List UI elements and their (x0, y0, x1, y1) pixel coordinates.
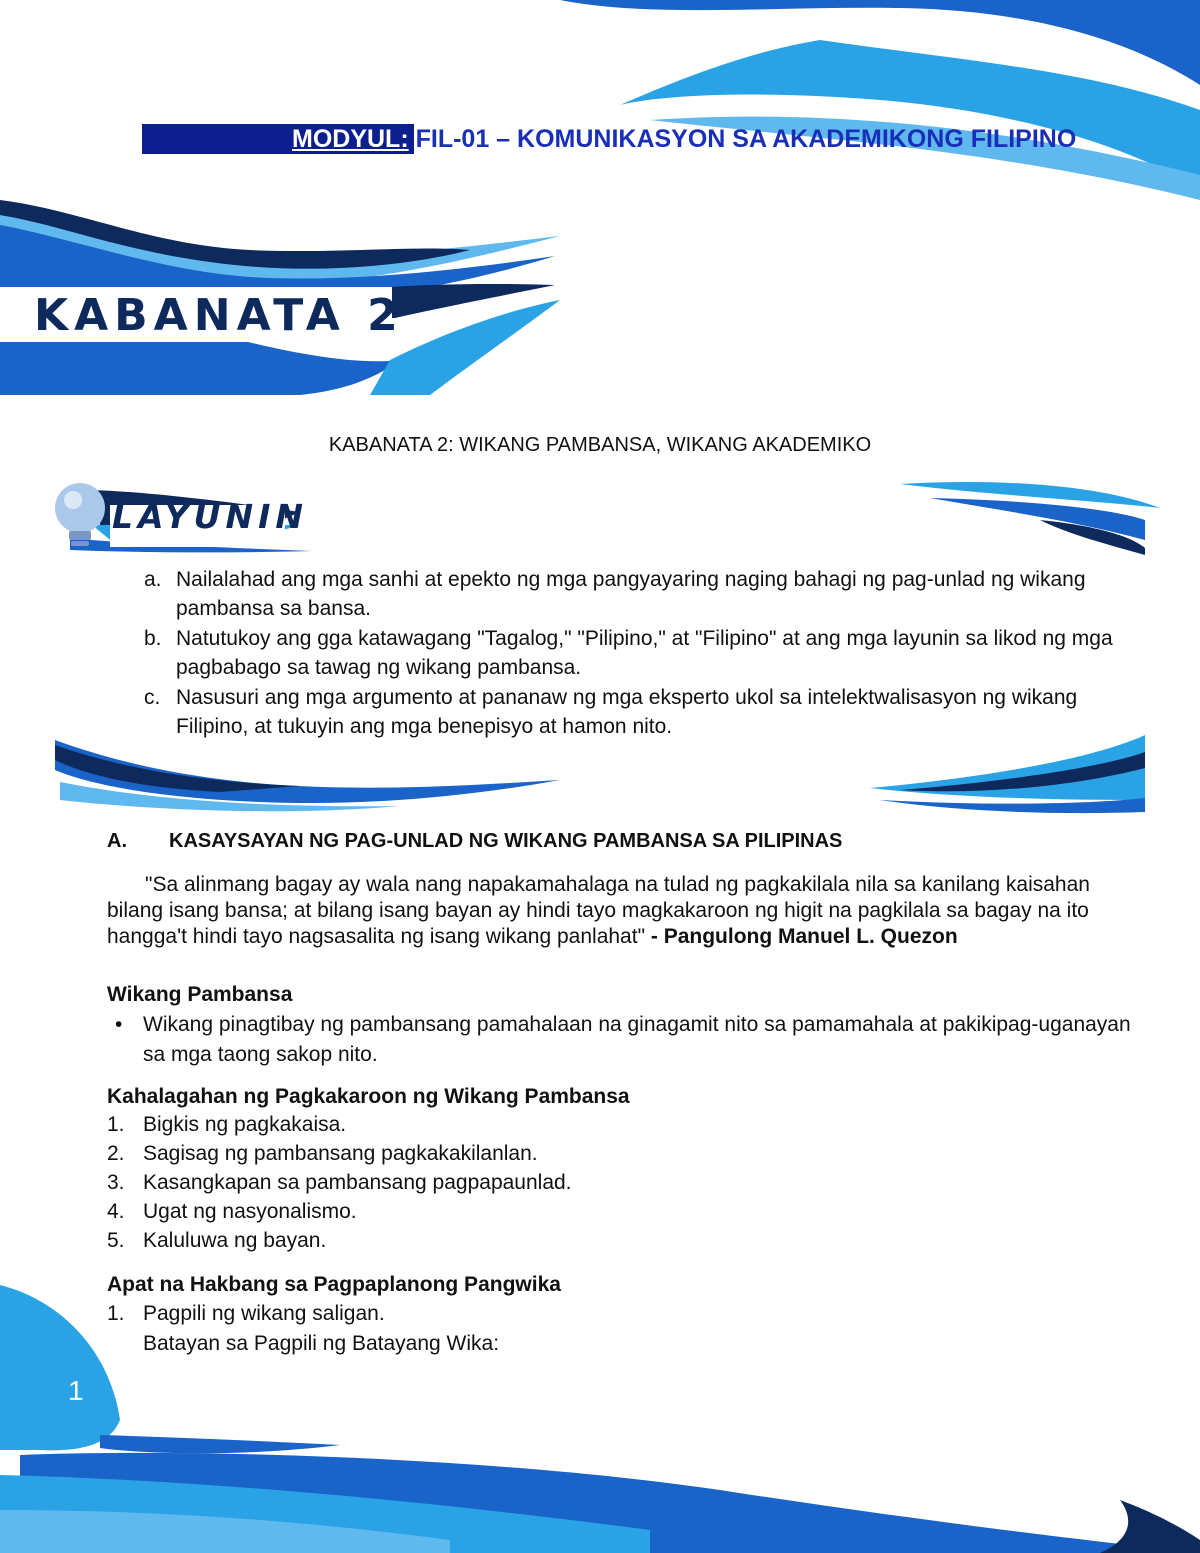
chapter-title: KABANATA 2: WIKANG PAMBANSA, WIKANG AKADEMIKO (328, 434, 872, 456)
objective-item (144, 565, 1119, 623)
list-marker: 2. (107, 1142, 125, 1165)
layunin-label: LAYUNIN (112, 497, 308, 536)
objective-text: Natutukoy ang gga katawagang "Tagalog," "Pilipino," at "Filipino" at ang mga layunin sa likod ng mga pagbabago sa tawag ng wikang pambansa. (176, 627, 1113, 679)
kahalagahan-heading: Kahalagahan ng Pagkakaroon ng Wikang Pambansa (107, 1085, 630, 1108)
section-a-title: KASAYSAYAN NG PAG-UNLAD NG WIKANG PAMBANSA SA PILIPINAS (169, 830, 843, 852)
list-marker: 1. (107, 1302, 125, 1325)
module-header (292, 122, 1076, 156)
hakbang-heading: Apat na Hakbang sa Pagpaplanong Pangwika (107, 1273, 561, 1296)
list-text: Sagisag ng pambansang pagkakakilanlan. (143, 1142, 538, 1165)
list-marker: 3. (107, 1171, 125, 1194)
chapter-banner-label: KABANATA 2 (34, 290, 404, 341)
batayan-text: Batayan sa Pagpili ng Batayang Wika: (143, 1332, 500, 1355)
list-text: Ugat ng nasyonalismo. (143, 1200, 357, 1223)
objective-item (144, 683, 1119, 741)
list-item (107, 1169, 572, 1197)
module-label: MODYUL: (292, 125, 409, 153)
module-title: FIL-01 – KOMUNIKASYON SA AKADEMIKONG FILIPINO (408, 125, 1077, 153)
list-marker: 1. (107, 1113, 125, 1136)
list-marker: 4. (107, 1200, 125, 1223)
list-item (107, 1227, 326, 1255)
quezon-quote (107, 872, 1132, 950)
page-number: 1 (68, 1375, 84, 1406)
bullet-icon: • (115, 1013, 123, 1036)
wikang-pambansa-heading: Wikang Pambansa (107, 983, 293, 1006)
section-a-heading (107, 828, 842, 854)
list-text: Pagpili ng wikang saligan. (143, 1302, 385, 1325)
definition-text: Wikang pinagtibay ng pambansang pamahalaan na ginagamit nito sa pamamahala at pakikipag-uganayan sa mga taong sakop nito. (143, 1013, 1131, 1066)
definition-bullet (107, 1010, 1137, 1070)
quote-author: - Pangulong Manuel L. Quezon (645, 925, 958, 948)
objective-marker: b. (144, 627, 162, 650)
objective-text: Nailalahad ang mga sanhi at epekto ng mga pangyayaring naging bahagi ng pag-unlad ng wikang pambansa sa bansa. (176, 568, 1086, 620)
section-a-marker: A. (107, 830, 127, 852)
objective-marker: c. (144, 686, 161, 709)
quote-text: "Sa alinmang bagay ay wala nang napakamahalaga na tulad ng pagkakilala nila sa kanilang kaisahan bilang isang bansa; at bilang isang bayan ay hindi tayo magkakaroon ng higit na pagkilala sa bagay na ito hangga't hindi tayo nagsasalita ng isang wikang panlahat" (107, 873, 1090, 948)
list-marker: 5. (107, 1229, 125, 1252)
objective-item (144, 624, 1119, 682)
objective-text: Nasusuri ang mga argumento at pananaw ng mga eksperto ukol sa intelektwalisasyon ng wikang Filipino, at tukuyin ang mga benepisyo at hamon nito. (176, 686, 1078, 738)
list-item (107, 1300, 385, 1328)
list-item (107, 1198, 357, 1226)
list-item (107, 1140, 538, 1168)
list-item (107, 1111, 346, 1139)
list-text: Kasangkapan sa pambansang pagpapaunlad. (143, 1171, 572, 1194)
objective-marker: a. (144, 568, 162, 591)
list-text: Kaluluwa ng bayan. (143, 1229, 327, 1252)
list-text: Bigkis ng pagkakaisa. (143, 1113, 347, 1136)
